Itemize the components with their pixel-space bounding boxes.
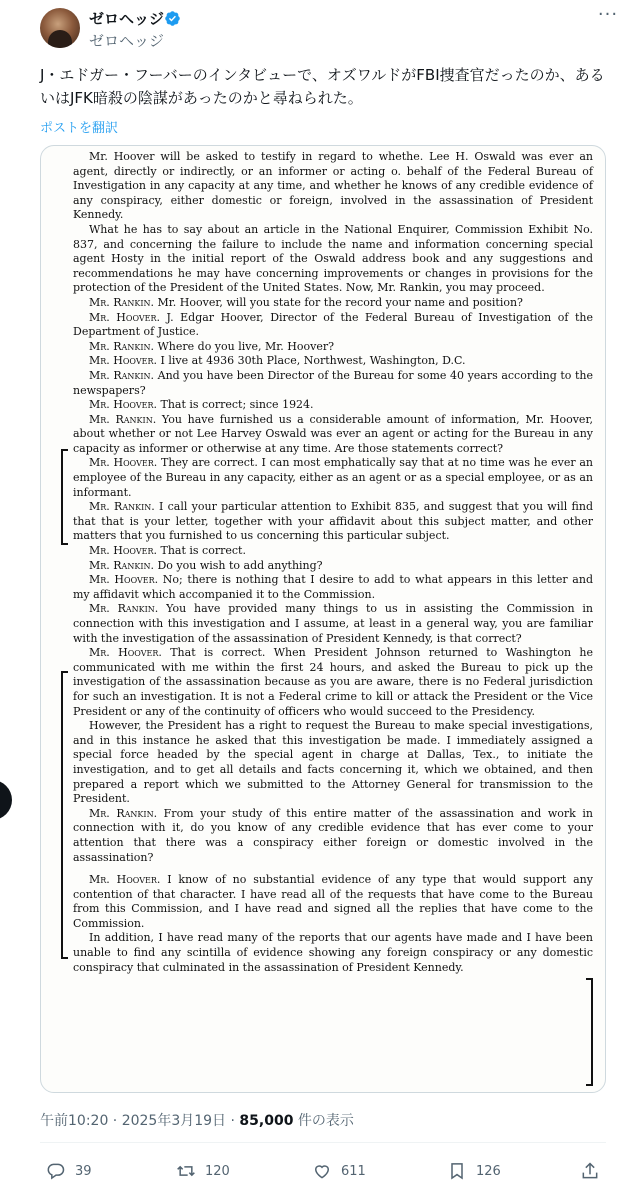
- transcript-paragraph: [73, 223, 593, 296]
- speaker-label: Mr. Rankin.: [89, 500, 155, 514]
- transcript-paragraph: [73, 340, 593, 355]
- speaker-label: Mr. Rankin.: [89, 368, 155, 382]
- paragraph-text: I live at 4936 30th Place, Northwest, Washington, D.C.: [160, 354, 466, 368]
- paragraph-text: From your study of this entire matter of the assassination and work in connection with it, do you know of any credible evidence that has ever come to your attention that there was a conspiracy either foreign or domestic involved in the assassination?: [73, 806, 593, 864]
- bookmark-button[interactable]: [447, 1159, 501, 1183]
- transcript-paragraph: [73, 873, 593, 931]
- speaker-label: Mr. Rankin.: [89, 412, 157, 426]
- avatar[interactable]: [40, 8, 80, 48]
- margin-bracket: [61, 671, 68, 959]
- margin-bracket: [61, 449, 68, 545]
- paragraph-text: You have provided many things to us in assisting the Commission in connection with this investigation and I assume, at least in a general way, you are familiar with the investigation of the assassination of President Kennedy, is that correct?: [73, 602, 593, 645]
- transcript-paragraph: [73, 573, 593, 602]
- like-button[interactable]: [312, 1159, 366, 1183]
- paragraph-text: They are correct. I can most emphatically say that at no time was he ever an employee of the Bureau in any capacity, either as an agent or as a special employee, or as an informant.: [73, 456, 594, 499]
- side-scroll-button[interactable]: [0, 780, 12, 820]
- share-button[interactable]: [580, 1159, 609, 1183]
- repost-button[interactable]: [176, 1159, 230, 1183]
- heart-icon: [312, 1161, 332, 1181]
- transcript-paragraph: [73, 500, 593, 544]
- post-timestamp[interactable]: 午前10:20 · 2025年3月19日 ·: [40, 1113, 240, 1129]
- tweet-text: J・エドガー・フーバーのインタビューで、オズワルドがFBI捜査官だったのか、あるいはJFK暗殺の陰謀があったのかと尋ねられた。: [40, 66, 605, 107]
- transcript-paragraph: [73, 931, 593, 975]
- reply-icon: [46, 1161, 66, 1181]
- translate-link[interactable]: ポストを翻訳: [40, 121, 119, 136]
- paragraph-text: No; there is nothing that I desire to add to what appears in this letter and my affidavit which accompanied it to the Commission.: [73, 573, 593, 601]
- paragraph-text: That is correct; since 1924.: [160, 398, 314, 412]
- transcript-paragraph: [73, 413, 593, 457]
- transcript-paragraph: [73, 354, 593, 369]
- bookmark-count: 126: [476, 1163, 501, 1179]
- author-name[interactable]: ゼロヘッジ: [89, 10, 165, 28]
- transcript-paragraph: [73, 311, 593, 340]
- speaker-label: Mr. Rankin.: [89, 602, 159, 616]
- more-options-icon[interactable]: ···: [597, 4, 619, 25]
- bookmark-icon: [447, 1161, 467, 1181]
- paragraph-text: In addition, I have read many of the reports that our agents have made and I have been unable to find any scintilla of evidence showing any foreign conspiracy or any domestic conspiracy that culminated in the assassination of President Kennedy.: [73, 931, 593, 974]
- view-count: 85,000: [239, 1113, 294, 1129]
- tweet-header: [40, 6, 620, 54]
- speaker-label: Mr. Hoover.: [89, 456, 158, 470]
- speaker-label: Mr. Rankin.: [89, 295, 154, 309]
- transcript-paragraph: [73, 559, 593, 574]
- paragraph-text: However, the President has a right to request the Bureau to make special investigations, and in this instance he asked that this investigation be made. I immediately assigned a special force headed by the special agent in charge at Dallas, Tex., to initiate the investigation, and to get all details and facts concerning it, which we obtained, and then prepared a report which we submitted to the Attorney General for transmission to the President.: [73, 719, 593, 806]
- paragraph-text: Mr. Hoover will be asked to testify in regard to whethe. Lee H. Oswald was ever an agent, directly or indirectly, or an informer or acting o. behalf of the Federal Bureau of Investigation in any capacity at any time, and whether he knows of any credible evidence of any conspiracy, either domestic or foreign, involved in the assassination of President Kennedy.: [73, 150, 593, 222]
- paragraph-text: That is correct. When President Johnson returned to Washington he communicated with me within the first 24 hours, and asked the Bureau to pick up the investigation of the assassination because as you are aware, there is no Federal jurisdiction for such an investigation. It is not a Federal crime to kill or attack the President or the Vice President or any of the continuity of officers who would succeed to the Presidency.: [73, 646, 593, 718]
- reply-button[interactable]: [46, 1159, 92, 1183]
- speaker-label: Mr. Hoover.: [89, 310, 161, 324]
- transcript-paragraph: [73, 150, 593, 223]
- paragraph-text: I know of no substantial evidence of any type that would support any contention of that character. I have read all of the requests that have come to the Bureau from this Commission, and I have read and signed all the replies that have come to the Commission.: [73, 873, 593, 930]
- share-icon: [580, 1161, 600, 1181]
- speaker-label: Mr. Hoover.: [89, 873, 161, 887]
- transcript-paragraph: [73, 646, 593, 719]
- transcript-paragraph: [73, 456, 593, 500]
- transcript-paragraph: [73, 807, 593, 865]
- transcript-paragraph: [73, 369, 593, 398]
- divider: [40, 1142, 606, 1143]
- paragraph-text: And you have been Director of the Bureau for some 40 years according to the newspapers?: [73, 368, 594, 397]
- post-meta: [40, 1110, 354, 1130]
- paragraph-text: What he has to say about an article in the National Enquirer, Commission Exhibit No. 837, and concerning the failure to include the name and information concerning special agent Hosty in the initial report of the Oswald address book and any suggestions and recommendations he may have concerning improvements or changes in provisions for the protection of the President of the United States. Now, Mr. Rankin, you may proceed.: [73, 222, 593, 295]
- speaker-label: Mr. Hoover.: [89, 544, 157, 558]
- reply-count: 39: [75, 1163, 92, 1179]
- transcript-paragraph: [73, 602, 593, 646]
- speaker-label: Mr. Hoover.: [89, 398, 157, 412]
- paragraph-text: You have furnished us a considerable amount of information, Mr. Hoover, about whether or not Lee Harvey Oswald was ever an agent or acting for the Bureau in any capacity as informer or otherwise at any time. Are those statements correct?: [73, 412, 593, 455]
- view-label: 件の表示: [293, 1113, 354, 1129]
- document-text: [73, 150, 593, 975]
- verified-badge-icon: [164, 10, 181, 27]
- author-handle[interactable]: ゼロヘッジ: [89, 32, 165, 50]
- paragraph-text: Mr. Hoover, will you state for the record your name and position?: [157, 295, 523, 309]
- transcript-paragraph: [73, 296, 593, 311]
- paragraph-text: That is correct.: [160, 544, 246, 558]
- transcript-paragraph: [73, 719, 593, 807]
- speaker-label: Mr. Hoover.: [89, 646, 162, 660]
- speaker-label: Mr. Hoover.: [89, 573, 159, 587]
- transcript-paragraph: [73, 398, 593, 413]
- repost-icon: [176, 1161, 196, 1181]
- tweet-image[interactable]: [40, 145, 606, 1093]
- paragraph-text: Do you wish to add anything?: [157, 558, 323, 572]
- like-count: 611: [341, 1163, 366, 1179]
- transcript-paragraph: [73, 544, 593, 559]
- paragraph-text: Where do you live, Mr. Hoover?: [157, 339, 335, 353]
- speaker-label: Mr. Rankin.: [89, 558, 154, 572]
- repost-count: 120: [205, 1163, 230, 1179]
- margin-bracket: [586, 978, 593, 1086]
- action-bar: [40, 1159, 606, 1187]
- paragraph-text: J. Edgar Hoover, Director of the Federal Bureau of Investigation of the Department of Justice.: [73, 310, 594, 339]
- speaker-label: Mr. Rankin.: [89, 806, 158, 820]
- paragraph-text: I call your particular attention to Exhibit 835, and suggest that you will find that that is your letter, together with your affidavit about this subject matter, and other matters that you furnished to us concerning this particular subject.: [73, 500, 593, 543]
- speaker-label: Mr. Hoover.: [89, 354, 157, 368]
- speaker-label: Mr. Rankin.: [89, 339, 154, 353]
